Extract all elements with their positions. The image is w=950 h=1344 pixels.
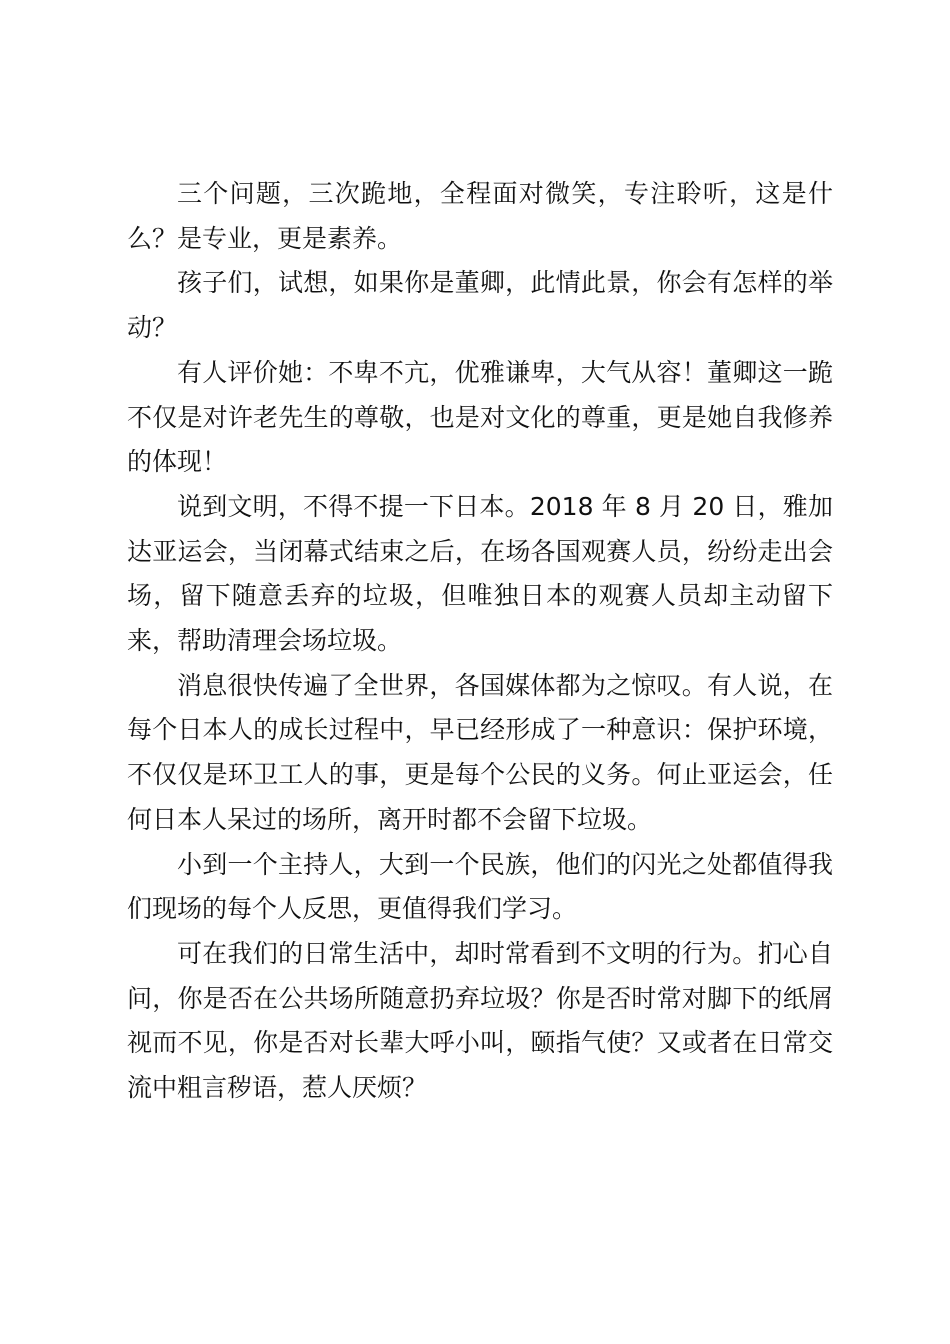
document-body: [127, 172, 833, 1111]
paragraph: 消息很快传遍了全世界，各国媒体都为之惊叹。有人说，在每个日本人的成长过程中，早已经形成了一种意识：保护环境，不仅仅是环卫工人的事，更是每个公民的义务。何止亚运会，任何日本人呆过的场所，离开时都不会留下垃圾。: [127, 670, 833, 834]
paragraph: 说到文明，不得不提一下日本。2018 年 8 月 20 日，雅加达亚运会，当闭幕式结束之后，在场各国观赛人员，纷纷走出会场，留下随意丢弃的垃圾，但唯独日本的观赛人员却主动留下来，帮助清理会场垃圾。: [127, 491, 833, 656]
paragraph: 有人评价她：不卑不亢，优雅谦卑，大气从容！董卿这一跪不仅是对许老先生的尊敬，也是对文化的尊重，更是她自我修养的体现！: [127, 357, 833, 477]
paragraph: 三个问题，三次跪地，全程面对微笑，专注聆听，这是什么？是专业，更是素养。: [127, 179, 833, 253]
paragraph: 孩子们，试想，如果你是董卿，此情此景，你会有怎样的举动？: [127, 268, 833, 343]
paragraph: 可在我们的日常生活中，却时常看到不文明的行为。扪心自问，你是否在公共场所随意扔弃垃圾？你是否时常对脚下的纸屑视而不见，你是否对长辈大呼小叫，颐指气使？又或者在日常交流中粗言秽语，惹人厌烦？: [127, 938, 833, 1103]
paragraph: 小到一个主持人，大到一个民族，他们的闪光之处都值得我们现场的每个人反思，更值得我们学习。: [127, 849, 833, 924]
